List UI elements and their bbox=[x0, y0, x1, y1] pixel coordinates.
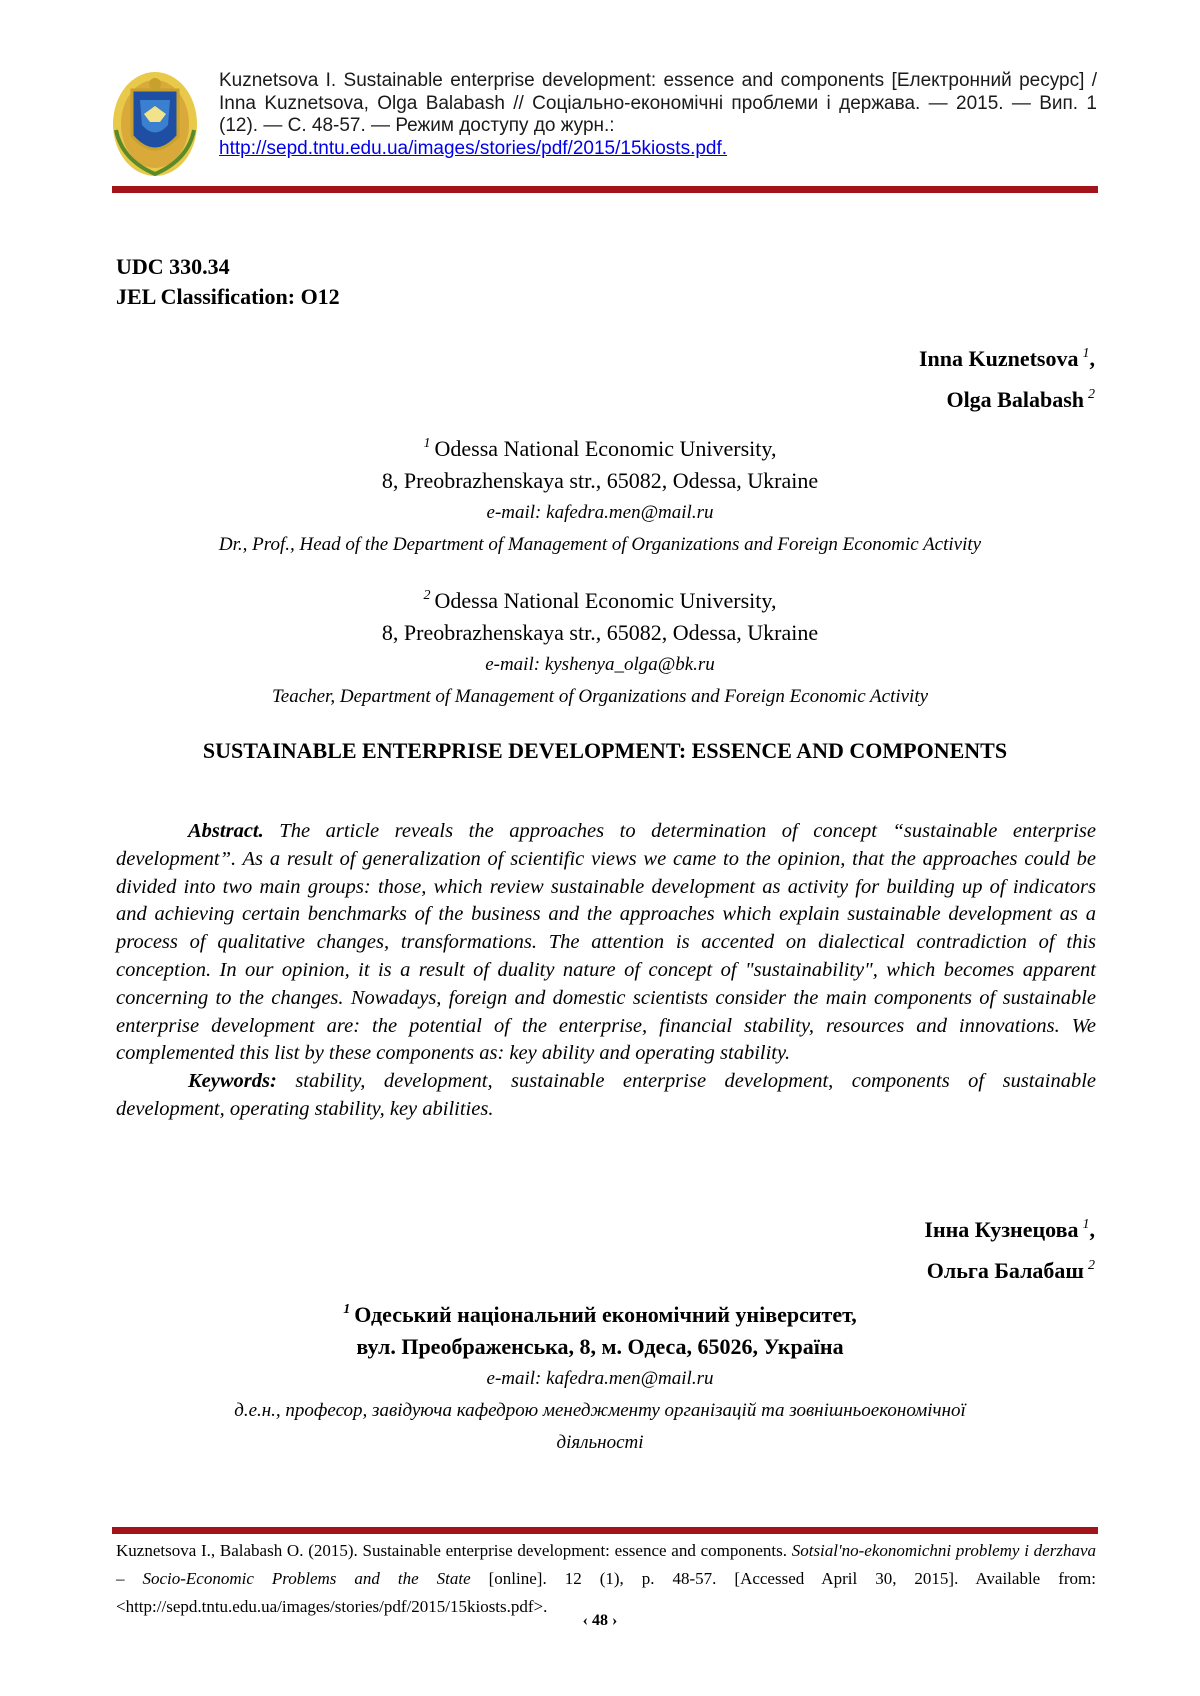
affiliation-2-position: Teacher, Department of Management of Organizations and Foreign Economic Activity bbox=[271, 686, 929, 707]
abstract-block bbox=[116, 818, 1096, 1124]
footer-citation bbox=[116, 1537, 1096, 1621]
author-uk-2-name: Ольга Балабаш bbox=[926, 1258, 1084, 1283]
author-uk-1-mark: 1 bbox=[1082, 1217, 1090, 1232]
affiliation-1-position: Dr., Prof., Head of the Department of Management of Organizations and Foreign Economic Activity bbox=[218, 534, 982, 555]
affiliation-uk bbox=[100, 1294, 1100, 1459]
affiliation-2-university: Odessa National Economic University, bbox=[434, 588, 777, 613]
paper-title: SUSTAINABLE ENTERPRISE DEVELOPMENT: ESSENCE AND COMPONENTS bbox=[202, 738, 1008, 763]
author-2-mark: 2 bbox=[1088, 387, 1095, 402]
affiliation-uk-position-1: д.е.н., професор, завідуюча кафедрою менеджменту організацій та зовнішньоекономічної bbox=[234, 1400, 966, 1421]
author-1-mark: 1 bbox=[1082, 346, 1090, 361]
affiliation-2-address: 8, Preobrazhenskaya str., 65082, Odessa, Ukraine bbox=[381, 620, 819, 645]
affiliation-1-mark: 1 bbox=[423, 436, 431, 451]
affiliation-2-email: e-mail: kyshenya_olga@bk.ru bbox=[485, 654, 715, 675]
keywords-label: Keywords: bbox=[188, 1070, 277, 1093]
affiliation-uk-address: вул. Преображенська, 8, м. Одеса, 65026, Україна bbox=[356, 1334, 844, 1359]
affiliation-1 bbox=[100, 428, 1100, 561]
abstract-label: Abstract. bbox=[188, 820, 264, 842]
author-2-name: Olga Balabash bbox=[946, 387, 1084, 412]
footer-cite-journal: Sotsial'no-ekonomichni problemy i derzhava – Socio-Economic Problems and the State bbox=[116, 1541, 1096, 1588]
page-number: ‹ 48 › bbox=[582, 1612, 618, 1629]
authors-uk bbox=[595, 1207, 1095, 1289]
udc-code: UDC 330.34 bbox=[116, 254, 230, 279]
author-uk-1-name: Інна Кузнецова bbox=[924, 1217, 1079, 1242]
header-citation bbox=[219, 70, 1097, 160]
affiliation-1-address: 8, Preobrazhenskaya str., 65082, Odessa, Ukraine bbox=[381, 468, 819, 493]
authors-en bbox=[595, 336, 1095, 418]
affiliation-uk-university: Одеський національний економічний університет, bbox=[354, 1302, 857, 1327]
author-uk-2-mark: 2 bbox=[1088, 1258, 1095, 1273]
footer-cite-end: [online]. 12 (1), p. 48-57. [Accessed April 30, 2015]. Available from: <http://sepd.tntu.edu.ua/images/stories/pdf/2015/15kiosts.pdf>. bbox=[116, 1569, 1096, 1616]
author-name bbox=[595, 377, 1095, 418]
author-name bbox=[595, 1207, 1095, 1248]
keywords-text: stability, development, sustainable enterprise development, components of sustainable development, operating stability, key abilities. bbox=[116, 1070, 1096, 1120]
classification-block bbox=[116, 252, 340, 312]
affiliation-uk-email: e-mail: kafedra.men@mail.ru bbox=[486, 1368, 714, 1389]
author-name bbox=[595, 1248, 1095, 1289]
affiliation-uk-position-2: діяльності bbox=[556, 1432, 644, 1453]
footer-cite-start: Kuznetsova I., Balabash O. (2015). Sustainable enterprise development: essence and components. bbox=[116, 1541, 792, 1560]
affiliation-2 bbox=[100, 580, 1100, 713]
author-1-suffix: , bbox=[1089, 346, 1095, 371]
affiliation-1-university: Odessa National Economic University, bbox=[434, 436, 777, 461]
affiliation-1-email: e-mail: kafedra.men@mail.ru bbox=[486, 502, 714, 523]
abstract-text: The article reveals the approaches to determination of concept “sustainable enterprise development”. As a result of generalization of scientific views we came to the opinion, that the approaches could be divided into two main groups: those, which review sustainable development as activity for building up of indicators and achieving certain benchmarks of the business and the approaches which explain sustainable development as a process of qualitative changes, transformations. The attention is accented on dialectical contradiction of this conception. In our opinion, it is a result of duality nature of concept of "sustainability", which becomes apparent concerning to the changes. Nowadays, foreign and domestic scientists consider the main components of sustainable enterprise development are: the potential of the enterprise, financial stability, resources and innovations. We complemented this list by these components as: key ability and operating stability. bbox=[116, 820, 1096, 1065]
university-crest-icon bbox=[110, 70, 200, 178]
author-uk-1-suffix: , bbox=[1089, 1217, 1095, 1242]
jel-code: JEL Classification: O12 bbox=[116, 284, 340, 309]
header-citation-text: Kuznetsova I. Sustainable enterprise development: essence and components [Електронний ресурс] / Inna Kuznetsova, Olga Balabash // Соціально-економічні проблеми і держава. — 2015. — Вип. 1 (12). — С. 48-57. — Режим доступу до журн.: bbox=[219, 70, 1097, 136]
header-divider bbox=[112, 186, 1098, 193]
author-name bbox=[595, 336, 1095, 377]
abstract-paragraph bbox=[116, 818, 1096, 1068]
header-journal-link[interactable]: http://sepd.tntu.edu.ua/images/stories/pdf/2015/15kiosts.pdf. bbox=[219, 137, 728, 159]
keywords-paragraph bbox=[116, 1068, 1096, 1124]
footer-divider bbox=[112, 1527, 1098, 1534]
affiliation-uk-mark: 1 bbox=[343, 1302, 351, 1317]
author-1-name: Inna Kuznetsova bbox=[918, 346, 1079, 371]
affiliation-2-mark: 2 bbox=[423, 588, 431, 603]
